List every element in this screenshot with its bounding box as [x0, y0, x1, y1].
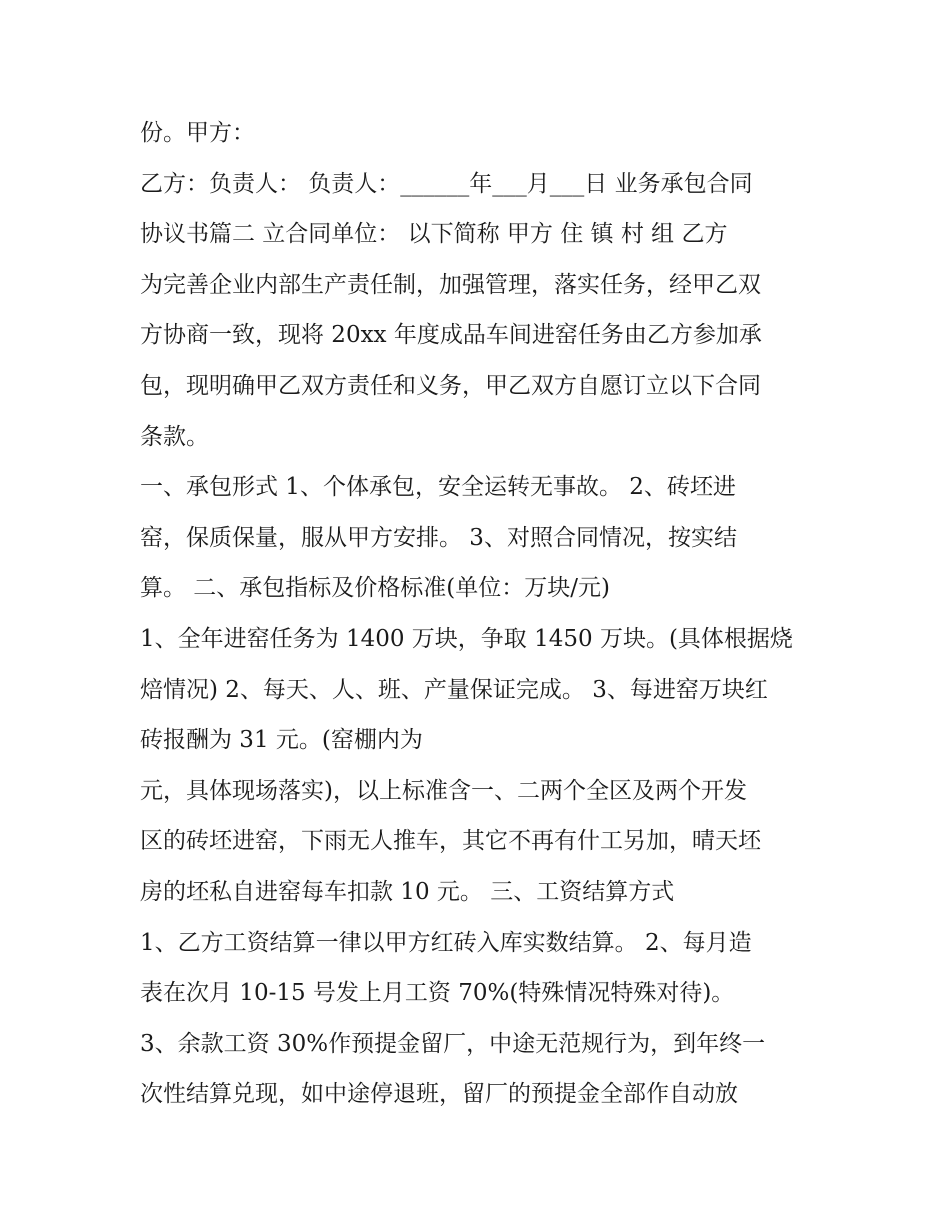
text-line: 份。甲方：	[140, 120, 255, 146]
text-line: 一、承包形式 1、个体承包，安全运转无事故。 2、砖坯进	[140, 474, 736, 501]
text-line: 协议书篇二 立合同单位： 以下简称 甲方 住 镇 村 组 乙方	[140, 221, 728, 248]
text-line: 表在次月 10-15 号发上月工资 70%(特殊情况特殊对待)。	[140, 980, 735, 1007]
text-line: 包，现明确甲乙双方责任和义务，甲乙双方自愿订立以下合同	[140, 372, 761, 399]
text-line: 1、乙方工资结算一律以甲方红砖入库实数结算。 2、每月造	[140, 929, 752, 956]
text-line: 砖报酬为 31 元。(窑棚内为	[140, 727, 423, 754]
text-line: 乙方：负责人： 负责人：______年___月___日 业务承包合同	[140, 170, 753, 197]
text-line: 次性结算兑现，如中途停退班，留厂的预提金全部作自动放	[140, 1081, 738, 1108]
text-line: 方协商一致，现将 20xx 年度成品车间进窑任务由乙方参加承	[140, 322, 762, 349]
text-line: 区的砖坯进窑，下雨无人推车，其它不再有什工另加，晴天坯	[140, 828, 761, 855]
text-line: 1、全年进窑任务为 1400 万块，争取 1450 万块。(具体根据烧	[140, 625, 793, 652]
text-line: 元，具体现场落实)，以上标准含一、二两个全区及两个开发	[140, 777, 747, 804]
text-line: 3、余款工资 30%作预提金留厂，中途无范规行为，到年终一	[140, 1030, 766, 1057]
document-body	[140, 108, 820, 1120]
text-line: 为完善企业内部生产责任制，加强管理，落实任务，经甲乙双	[140, 271, 761, 298]
text-line: 焙情况) 2、每天、人、班、产量保证完成。 3、每进窑万块红	[140, 676, 768, 703]
text-line: 窑，保质保量，服从甲方安排。 3、对照合同情况，按实结	[140, 524, 737, 551]
text-line: 房的坯私自进窑每车扣款 10 元。 三、工资结算方式	[140, 878, 675, 905]
text-line: 算。 二、承包指标及价格标准(单位：万块/元)	[140, 575, 611, 602]
text-line: 条款。	[140, 423, 209, 450]
